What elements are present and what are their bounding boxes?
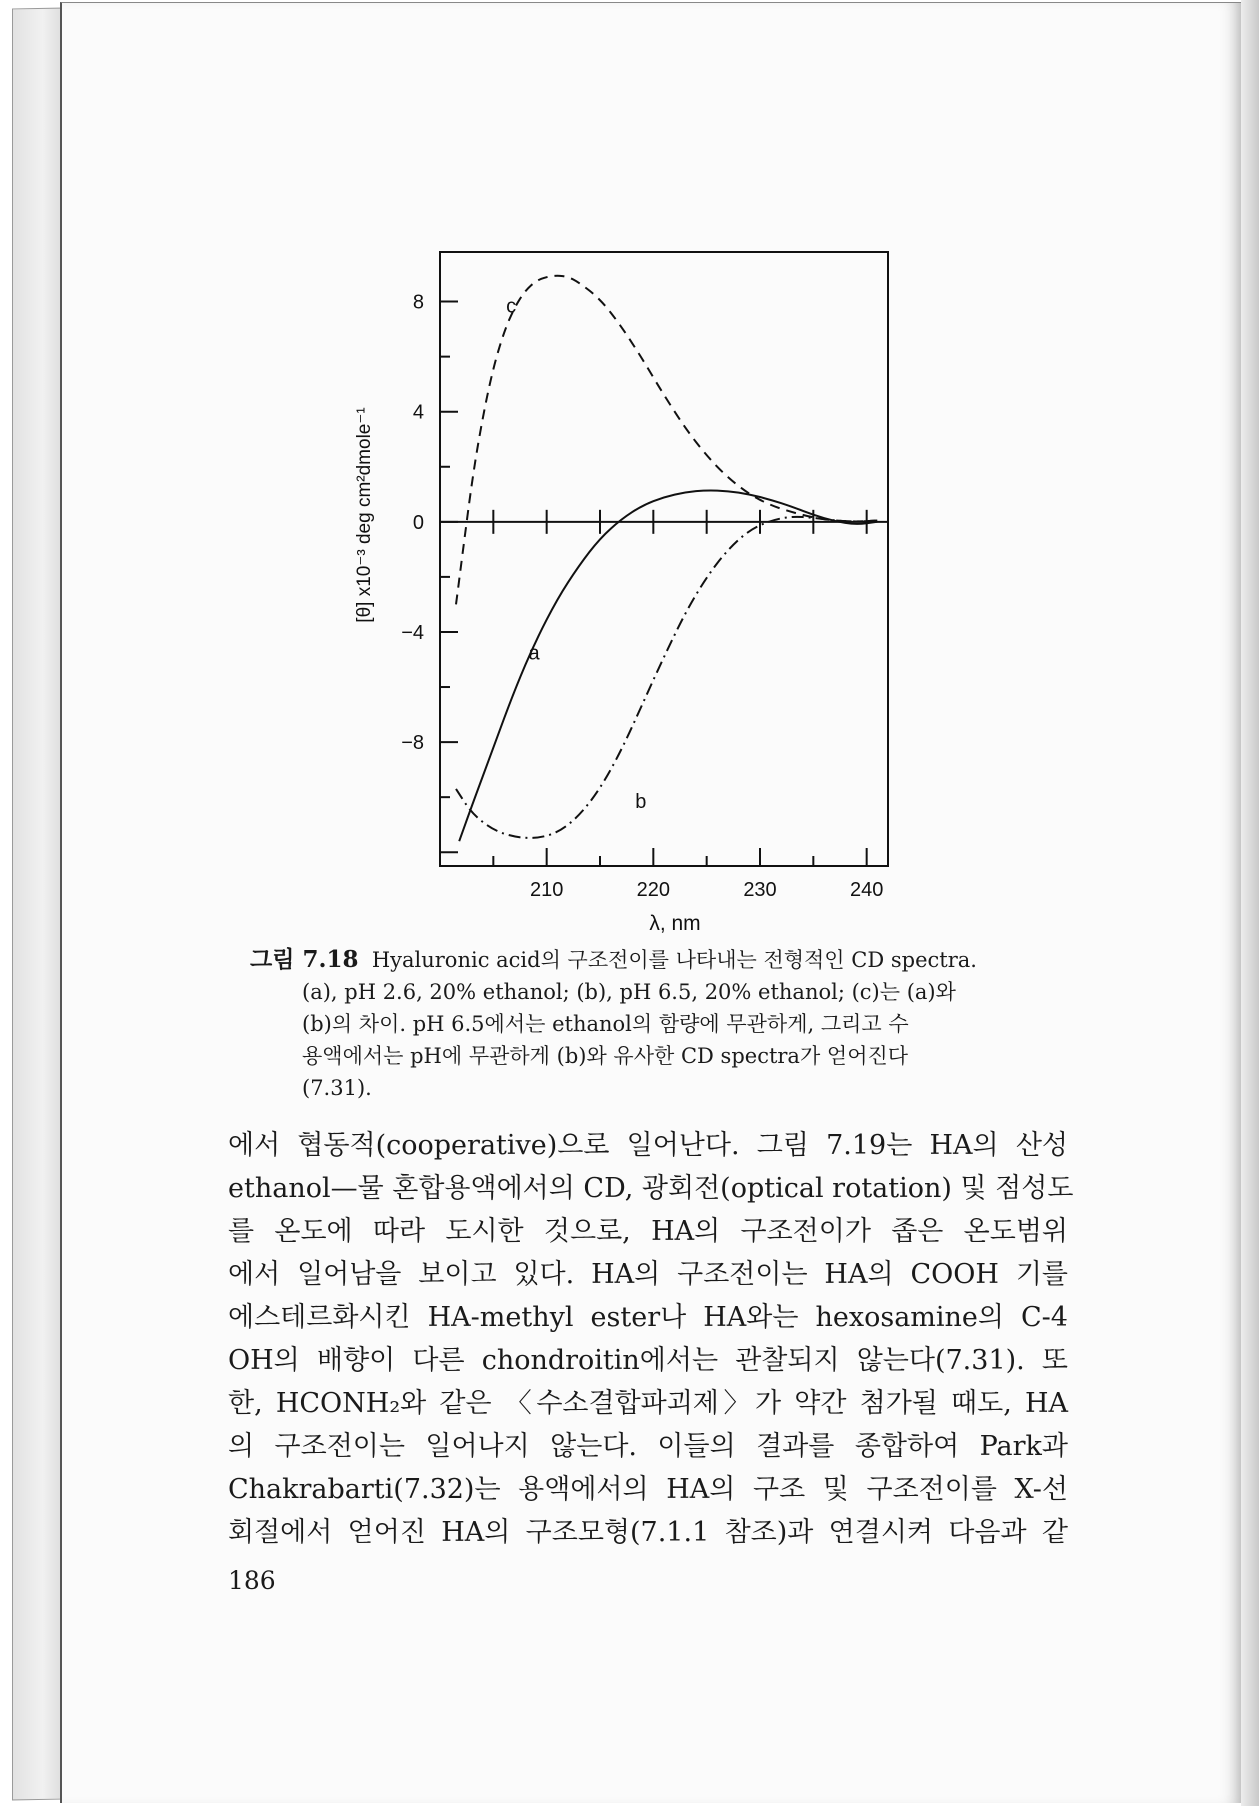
series-labels [506, 296, 646, 814]
x-axis-label: λ, nm [649, 912, 701, 935]
y-tick-label: −8 [401, 732, 424, 755]
y-axis-label: [θ] x10⁻³ deg cm²dmole⁻¹ [354, 407, 375, 623]
body-line: ethanol—물 혼합용액에서의 CD, 광회전(optical rotation) 및 점성도 [228, 1173, 1074, 1204]
page-number: 186 [228, 1566, 276, 1595]
y-tick-label: 8 [412, 291, 424, 314]
body-line: 에스테르화시킨 HA-methyl ester나 HA와는 hexosamine의 C-4 [228, 1302, 1068, 1333]
caption-line-5: (7.31). [302, 1076, 372, 1100]
body-line: 에서 일어남을 보이고 있다. HA의 구조전이는 HA의 COOH 기를 [228, 1259, 1068, 1290]
caption-line-3: (b)의 차이. pH 6.5에서는 ethanol의 함량에 무관하게, 그리고 수 [302, 1012, 909, 1036]
y-tick-label: 4 [412, 401, 424, 424]
plot-frame [440, 252, 888, 866]
caption-line-2: (a), pH 2.6, 20% ethanol; (b), pH 6.5, 20% ethanol; (c)는 (a)와 [302, 980, 956, 1004]
x-tick-label: 240 [849, 879, 884, 901]
series-lines [456, 276, 877, 841]
figure-caption [250, 944, 1070, 1104]
series-label-c: c [506, 295, 517, 318]
y-tick-label: −4 [401, 621, 424, 644]
series-label-a: a [528, 642, 540, 665]
body-line: 를 온도에 따라 도시한 것으로, HA의 구조전이가 좁은 온도범위 [228, 1216, 1068, 1247]
body-line: Chakrabarti(7.32)는 용액에서의 HA의 구조 및 구조전이를 X-선 [228, 1474, 1068, 1505]
x-tick-label: 220 [636, 879, 671, 901]
body-line: 회절에서 얻어진 HA의 구조모형(7.1.1 참조)과 연결시켜 다음과 같 [228, 1517, 1068, 1548]
body-line: 한, HCONH₂와 같은 〈수소결합파괴제〉가 약간 첨가될 때도, HA [228, 1388, 1068, 1419]
series-label-b: b [635, 791, 647, 814]
series-line-a [459, 490, 877, 841]
axis-ticks [440, 302, 867, 866]
x-tick-label: 210 [529, 879, 564, 901]
body-line: 에서 협동적(cooperative)으로 일어난다. 그림 7.19는 HA의 산성 [228, 1130, 1068, 1161]
plot-border [440, 252, 888, 866]
body-line: OH의 배향이 다른 chondroitin에서는 관찰되지 않는다(7.31). 또 [228, 1345, 1068, 1376]
body-line: 의 구조전이는 일어나지 않는다. 이들의 결과를 종합하여 Park과 [228, 1431, 1068, 1462]
caption-line-4: 용액에서는 pH에 무관하게 (b)와 유사한 CD spectra가 얻어진다 [302, 1044, 909, 1068]
body-paragraph [228, 1124, 1074, 1554]
caption-label: 그림 7.18 [250, 946, 359, 973]
x-tick-label: 230 [743, 879, 777, 901]
y-tick-label: 0 [412, 511, 424, 534]
series-line-c [456, 276, 877, 605]
caption-line-1 [250, 944, 1070, 976]
caption-text-1: Hyaluronic acid의 구조전이를 나타내는 전형적인 CD spectra. [371, 948, 977, 972]
